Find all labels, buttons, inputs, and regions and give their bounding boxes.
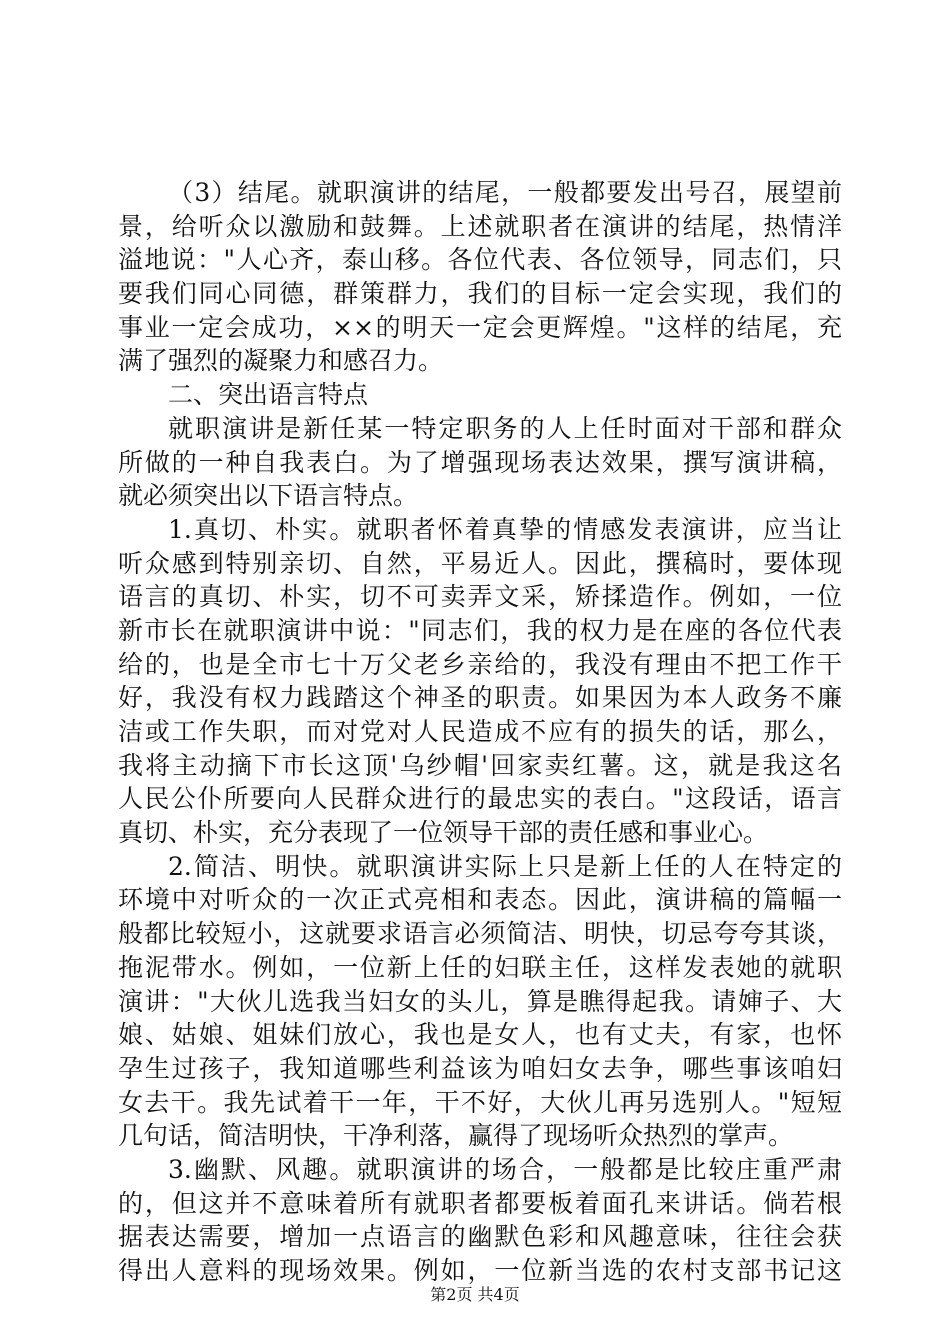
page-number-footer: 第2页 共4页 — [430, 1285, 520, 1304]
text-line: 3.幽默、风趣。就职演讲的场合，一般都是比较庄重严肃 — [168, 1154, 842, 1184]
text-line: 听众感到特别亲切、自然，平易近人。因此，撰稿时，要体现 — [118, 548, 842, 578]
text-line: 事业一定会成功，××的明天一定会更辉煌。"这样的结尾，充 — [118, 312, 842, 342]
text-line: 所做的一种自我表白。为了增强现场表达效果，撰写演讲稿， — [118, 447, 842, 477]
text-line: 1.真切、朴实。就职者怀着真挚的情感发表演讲，应当让 — [168, 514, 842, 544]
text-line: 就必须突出以下语言特点。 — [118, 481, 419, 511]
document-body — [118, 176, 842, 1288]
text-line: 的，但这并不意味着所有就职者都要板着面孔来讲话。倘若根 — [118, 1188, 842, 1218]
text-line: 拖泥带水。例如，一位新上任的妇联主任，这样发表她的就职 — [118, 952, 842, 982]
text-line: 溢地说："人心齐，泰山移。各位代表、各位领导，同志们，只 — [118, 245, 842, 275]
text-line: 演讲："大伙儿选我当妇女的头儿，算是瞧得起我。请婶子、大 — [118, 986, 842, 1016]
text-line: 洁或工作失职，而对党对人民造成不应有的损失的话，那么， — [118, 717, 842, 746]
text-line: 给的，也是全市七十万父老乡亲给的，我没有理由不把工作干 — [118, 649, 842, 679]
text-line: 孕生过孩子，我知道哪些利益该为咱妇女去争，哪些事该咱妇 — [118, 1053, 842, 1083]
text-line: 真切、朴实，充分表现了一位领导干部的责任感和事业心。 — [118, 818, 769, 848]
text-line: 女去干。我先试着干一年，干不好，大伙儿再另选别人。"短短 — [118, 1087, 842, 1117]
text-line: 要我们同心同德，群策群力，我们的目标一定会实现，我们的 — [118, 279, 842, 309]
text-line: 得出人意料的现场效果。例如，一位新当选的农村支部书记这 — [118, 1256, 842, 1285]
text-line: 几句话，简洁明快，干净利落，赢得了现场听众热烈的掌声。 — [118, 1121, 794, 1151]
text-line: 我将主动摘下市长这顶'乌纱帽'回家卖红薯。这，就是我这名 — [118, 750, 842, 780]
section-heading: 二、突出语言特点 — [168, 380, 369, 410]
text-line: 娘、姑娘、姐妹们放心，我也是女人，也有丈夫，有家，也怀 — [118, 1020, 842, 1050]
text-line: 就职演讲是新任某一特定职务的人上任时面对干部和群众 — [168, 413, 842, 443]
text-line: （3）结尾。就职演讲的结尾，一般都要发出号召，展望前 — [168, 178, 842, 207]
text-line: 好，我没有权力践踏这个神圣的职责。如果因为本人政务不廉 — [118, 683, 842, 713]
text-line: 人民公仆所要向人民群众进行的最忠实的表白。"这段话，语言 — [118, 784, 842, 814]
text-line: 语言的真切、朴实，切不可卖弄文采，矫揉造作。例如，一位 — [118, 582, 842, 612]
text-line: 环境中对听众的一次正式亮相和表态。因此，演讲稿的篇幅一 — [118, 885, 842, 915]
text-line: 般都比较短小，这就要求语言必须简洁、明快，切忌夸夸其谈， — [118, 919, 842, 949]
text-line: 景，给听众以激励和鼓舞。上述就职者在演讲的结尾，热情洋 — [118, 211, 842, 241]
text-line: 据表达需要，增加一点语言的幽默色彩和风趣意味，往往会获 — [118, 1222, 842, 1252]
text-line: 2.简洁、明快。就职演讲实际上只是新上任的人在特定的 — [168, 851, 842, 881]
text-line: 满了强烈的凝聚力和感召力。 — [118, 346, 444, 376]
text-line: 新市长在就职演讲中说："同志们，我的权力是在座的各位代表 — [118, 615, 842, 645]
